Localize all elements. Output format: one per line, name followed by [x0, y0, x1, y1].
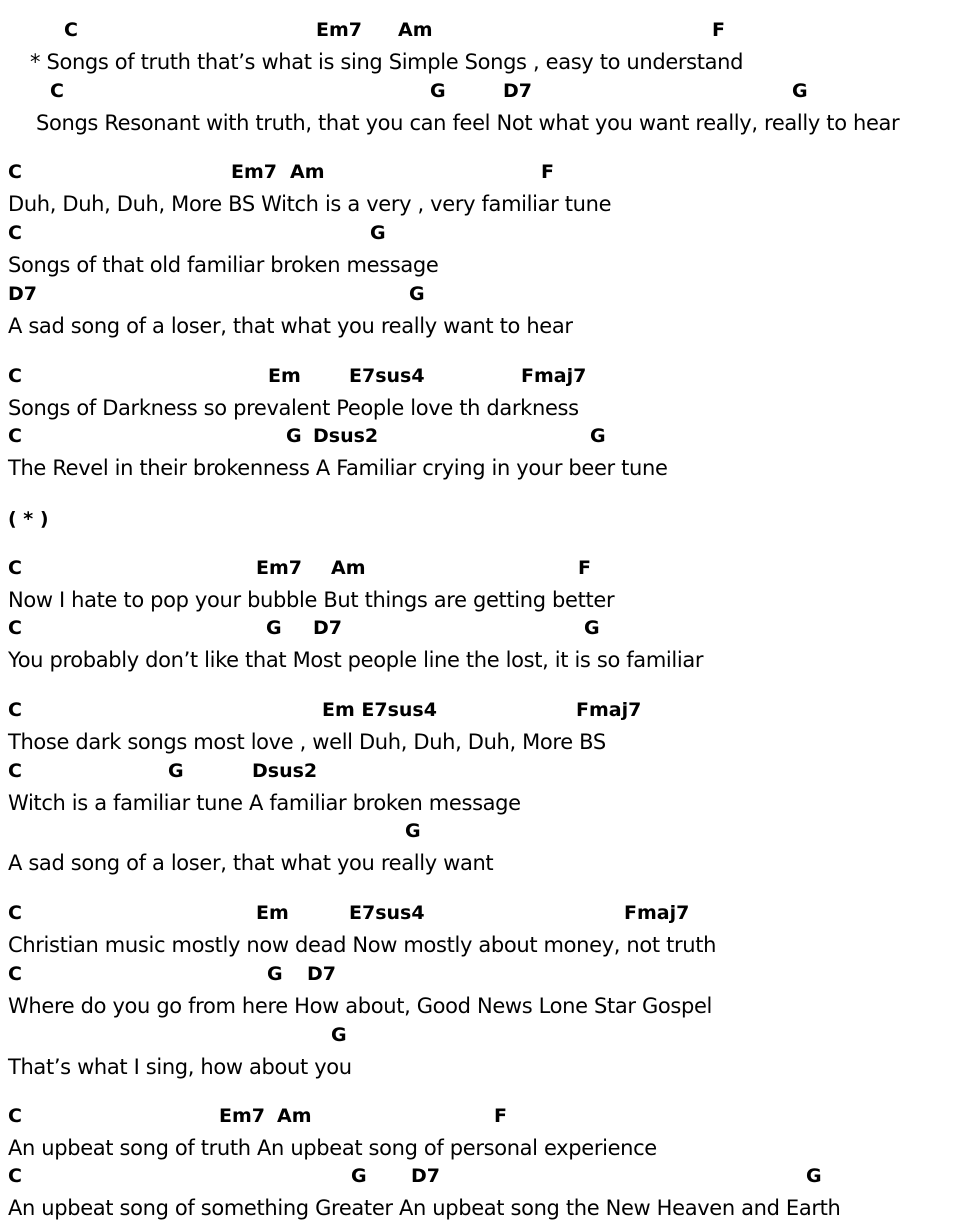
- chord: C: [8, 365, 22, 387]
- chord: G: [267, 963, 283, 985]
- chord-line: [0, 698, 963, 728]
- chord: G: [806, 1165, 822, 1187]
- chord-line: [0, 282, 963, 312]
- chord: Am: [331, 557, 366, 579]
- chord: Em: [256, 902, 289, 924]
- lyric-line: [0, 789, 963, 819]
- chord: C: [8, 557, 22, 579]
- chord-line: [0, 424, 963, 454]
- chord-line: [0, 819, 963, 849]
- chord-line: [0, 1104, 963, 1134]
- chord: Em: [268, 365, 301, 387]
- chord: Fmaj7: [576, 699, 642, 721]
- lyric-line: [0, 931, 963, 961]
- lyric-text: Witch is a familiar tune A familiar broken message: [8, 791, 521, 815]
- repeat-marker: [0, 507, 963, 537]
- chord: D7: [503, 80, 532, 102]
- lyric-text: A sad song of a loser, that what you really want to hear: [8, 314, 573, 338]
- chord: G: [331, 1024, 347, 1046]
- lyric-line: [0, 992, 963, 1022]
- chord-line: [0, 18, 963, 48]
- chord: E7sus4: [349, 902, 425, 924]
- chord: G: [405, 820, 421, 842]
- lyric-text: Songs of that old familiar broken message: [8, 253, 439, 277]
- lyric-text: Now I hate to pop your bubble But things are getting better: [8, 588, 615, 612]
- lyric-line: [0, 586, 963, 616]
- lyric-line: [0, 190, 963, 220]
- chord: C: [8, 425, 22, 447]
- lyric-text: Songs of Darkness so prevalent People love th darkness: [8, 396, 579, 420]
- chord-line: [0, 962, 963, 992]
- lyric-text: You probably don’t like that Most people line the lost, it is so familiar: [8, 648, 704, 672]
- lyric-text: That’s what I sing, how about you: [8, 1055, 352, 1079]
- chord: C: [8, 902, 22, 924]
- chord: C: [50, 80, 64, 102]
- chord: D7: [8, 283, 37, 305]
- chord: C: [8, 963, 22, 985]
- lyric-line: [0, 394, 963, 424]
- chord: Fmaj7: [521, 365, 587, 387]
- chord-line: [0, 556, 963, 586]
- chord: D7: [307, 963, 336, 985]
- lyric-line: [0, 728, 963, 758]
- lyric-line: [0, 312, 963, 342]
- lyric-text: Christian music mostly now dead Now mostly about money, not truth: [8, 933, 717, 957]
- chord: G: [370, 222, 386, 244]
- chord-line: [0, 364, 963, 394]
- chord-line: [0, 1164, 963, 1194]
- chord-line: [0, 616, 963, 646]
- lyric-text: An upbeat song of truth An upbeat song of personal experience: [8, 1136, 657, 1160]
- chord-line: [0, 160, 963, 190]
- chord: C: [8, 1105, 22, 1127]
- chord: Em7: [256, 557, 302, 579]
- lyric-text: The Revel in their brokenness A Familiar crying in your beer tune: [8, 456, 668, 480]
- chord: E7sus4: [349, 365, 425, 387]
- lyric-text: * Songs of truth that’s what is sing Simple Songs , easy to understand: [30, 50, 744, 74]
- lyric-line: [0, 1053, 963, 1083]
- lyric-line: [0, 48, 963, 78]
- chord: G: [266, 617, 282, 639]
- lyric-line: [0, 251, 963, 281]
- lyric-text: Where do you go from here How about, Good News Lone Star Gospel: [8, 994, 713, 1018]
- lyric-text: Those dark songs most love , well Duh, Duh, Duh, More BS: [8, 730, 606, 754]
- chord: F: [712, 19, 725, 41]
- chord: Em7: [231, 161, 277, 183]
- lyric-line: [0, 109, 963, 139]
- lyric-line: [0, 646, 963, 676]
- chord: C: [8, 699, 22, 721]
- chord-line: [0, 759, 963, 789]
- chord: G: [792, 80, 808, 102]
- chord: D7: [411, 1165, 440, 1187]
- lyric-line: [0, 849, 963, 879]
- lyric-text: Duh, Duh, Duh, More BS Witch is a very , very familiar tune: [8, 192, 612, 216]
- chord: Em7: [219, 1105, 265, 1127]
- chord: C: [8, 222, 22, 244]
- chord: Am: [290, 161, 325, 183]
- lyric-line: [0, 454, 963, 484]
- chord-line: [0, 901, 963, 931]
- chord: G: [590, 425, 606, 447]
- chord: Am: [277, 1105, 312, 1127]
- chord: Em7: [316, 19, 362, 41]
- chord: G: [584, 617, 600, 639]
- chord: G: [351, 1165, 367, 1187]
- chord: Fmaj7: [624, 902, 690, 924]
- chord: G: [409, 283, 425, 305]
- chord-line: [0, 79, 963, 109]
- chord: C: [8, 161, 22, 183]
- chord: Dsus2: [252, 760, 318, 782]
- chorus-repeat-marker: ( * ): [8, 508, 49, 530]
- chord: C: [64, 19, 78, 41]
- chord: G: [430, 80, 446, 102]
- chord: C: [8, 617, 22, 639]
- chord-line: [0, 221, 963, 251]
- chord: Am: [398, 19, 433, 41]
- chord: F: [578, 557, 591, 579]
- chord: Em E7sus4: [322, 699, 437, 721]
- lyric-text: Songs Resonant with truth, that you can feel Not what you want really, really to hear: [36, 111, 900, 135]
- lyric-line: [0, 1134, 963, 1164]
- lyric-line: [0, 1194, 963, 1224]
- chord: Dsus2: [313, 425, 379, 447]
- chord: F: [494, 1105, 507, 1127]
- lyric-text: An upbeat song of something Greater An upbeat song the New Heaven and Earth: [8, 1196, 841, 1220]
- chord: G: [286, 425, 302, 447]
- chord: F: [541, 161, 554, 183]
- chord: D7: [313, 617, 342, 639]
- lyric-text: A sad song of a loser, that what you really want: [8, 851, 494, 875]
- chord-line: [0, 1023, 963, 1053]
- chord: C: [8, 760, 22, 782]
- chord: G: [168, 760, 184, 782]
- chord: C: [8, 1165, 22, 1187]
